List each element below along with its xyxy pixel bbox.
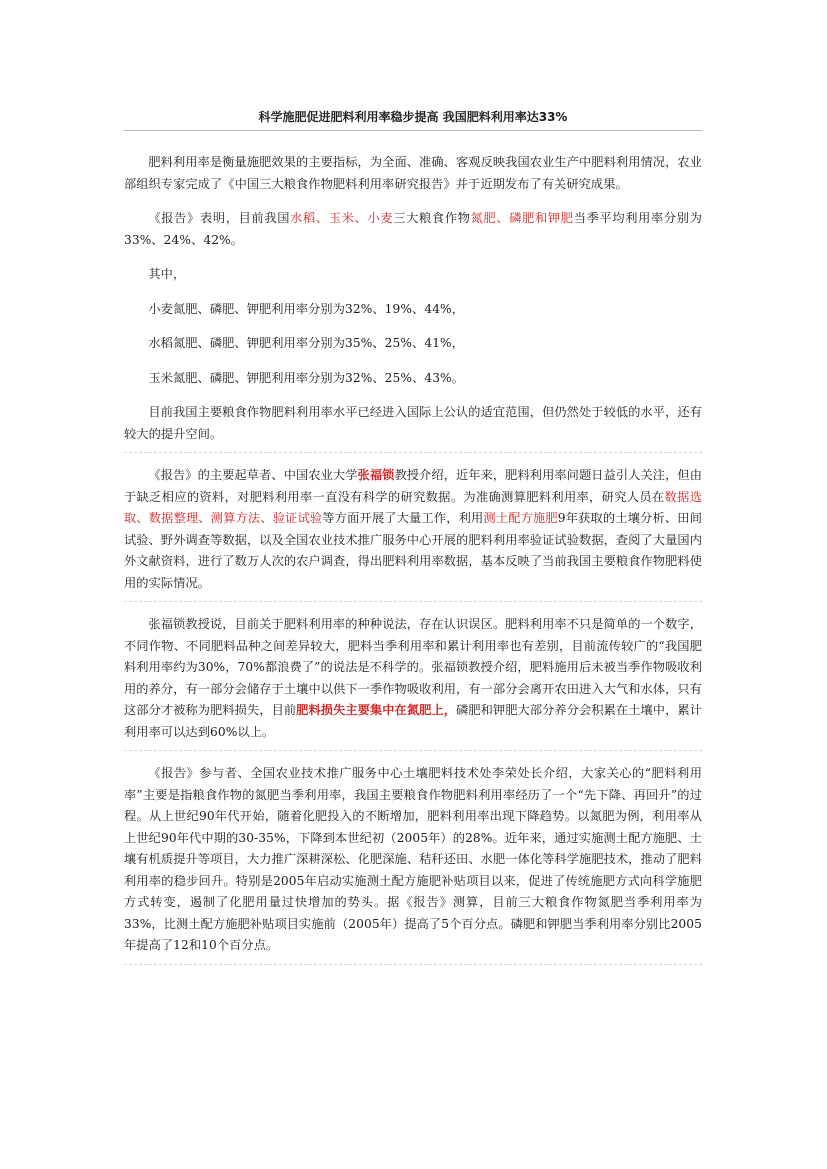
text-run: 《报告》的主要起草者、中国农业大学 bbox=[148, 468, 358, 482]
text-run: 目前我国主要粮食作物肥料利用率水平已经进入国际上公认的适宜范围，但仍然处于较低的水平，还有较大的提升空间。 bbox=[124, 405, 702, 441]
text-run: 9年获取的土壤分析、田间试验、野外调查等数据，以及全国农业技术推广服务中心开展的肥料利用率验证试验数据，查阅了大量国内外文献资料，进行了数万人次的农户调查，得出肥料利用率数据，基本反映了当前我国主要粮食作物肥料使用的实际情况。 bbox=[124, 511, 702, 590]
paragraph bbox=[124, 368, 702, 390]
title-divider bbox=[124, 130, 702, 131]
paragraph bbox=[124, 614, 702, 743]
text-run: 玉米氮肥、磷肥、钾肥利用率分别为32%、25%、43%。 bbox=[148, 370, 465, 385]
text-run: 等方面开展了大量工作，利用 bbox=[322, 511, 484, 525]
paragraph bbox=[124, 763, 702, 957]
text-run: 教授介绍，近年来，肥料利用率问题日益引人关注，但由于缺乏相应的资料，对肥料利用率一直没有科学的研究数据。为准确测算肥料利用率，研究人员在 bbox=[124, 468, 702, 504]
highlighted-text: 氮肥、磷肥和钾肥 bbox=[470, 211, 574, 225]
paragraph-divider bbox=[124, 601, 702, 602]
text-run: 当季平均利用率分别为33%、24%、42%。 bbox=[124, 211, 702, 247]
text-run: 肥料利用率是衡量施肥效果的主要指标，为全面、准确、客观反映我国农业生产中肥料利用情况，农业部组织专家完成了《中国三大粮食作物肥料利用率研究报告》并于近期发布了有关研究成果。 bbox=[124, 155, 702, 191]
paragraph-divider bbox=[124, 964, 702, 965]
text-run: 三大粮食作物 bbox=[393, 211, 471, 225]
highlighted-text: 测土配方施肥 bbox=[483, 511, 558, 525]
article-title: 科学施肥促进肥料利用率稳步提高 我国肥料利用率达33% bbox=[258, 110, 568, 124]
paragraph-divider bbox=[124, 452, 702, 453]
text-run: 小麦氮肥、磷肥、钾肥利用率分别为32%、19%、44%， bbox=[148, 301, 465, 316]
paragraph bbox=[124, 333, 702, 355]
highlighted-text: 张福锁 bbox=[357, 468, 395, 482]
highlighted-text: 数据选取、数据整理、测算方法、验证试验 bbox=[124, 489, 702, 525]
paragraph bbox=[124, 402, 702, 445]
paragraph bbox=[124, 208, 702, 251]
text-run: 张福锁教授说，目前关于肥料利用率的种种说法，存在认识误区。肥料利用率不只是简单的一个数字，不同作物、不同肥料品种之间差异较大，肥料当季利用率和累计利用率也有差别，目前流传较广的“我国肥料利用率约为30%，70%都浪费了”的说法是不科学的。张福锁教授介绍，肥料施用后未被当季作物吸收利用的养分，有一部分会储存于土壤中以供下一季作物吸收利用，有一部分会离开农田进入大气和水体，只有这部分才被称为肥料损失，目前 bbox=[124, 617, 702, 717]
text-run: 水稻氮肥、磷肥、钾肥利用率分别为35%、25%、41%， bbox=[148, 336, 465, 350]
text-run: 《报告》参与者、全国农业技术推广服务中心土壤肥料技术处李荣处长介绍，大家关心的“肥料利用率”主要是指粮食作物的氮肥当季利用率，我国主要粮食作物肥料利用率经历了一个“先下降、再回升”的过程。从上世纪90年代开始，随着化肥投入的不断增加，肥料利用率出现下降趋势。以氮肥为例，利用率从上世纪90年代中期的30-35%，下降到本世纪初（2005年）的28%。近年来，通过实施测土配方施肥、土壤有机质提升等项目，大力推广深耕深松、化肥深施、秸秆还田、水肥一体化等科学施肥技术，推动了肥料利用率的稳步回升。特别是2005年启动实施测土配方施肥补贴项目以来，促进了传统施肥方式向科学施肥方式转变，遏制了化肥用量过快增加的势头。据《报告》测算，目前三大粮食作物氮肥当季利用率为33%，比测土配方施肥补贴项目实施前（2005年）提高了5个百分点。磷肥和钾肥当季利用率分别比2005年提高了12和10个百分点。 bbox=[124, 766, 702, 952]
paragraph bbox=[124, 264, 702, 286]
text-run: 磷肥和钾肥大部分养分会积累在土壤中，累计利用率可以达到60%以上。 bbox=[124, 703, 702, 739]
paragraph bbox=[124, 152, 702, 195]
paragraph bbox=[124, 299, 702, 321]
highlighted-text: 水稻、玉米、小麦 bbox=[290, 211, 394, 225]
paragraph bbox=[124, 465, 702, 594]
text-run: 其中， bbox=[148, 267, 186, 281]
text-run: 《报告》表明，目前我国 bbox=[148, 211, 291, 225]
highlighted-text: 肥料损失主要集中在氮肥上， bbox=[296, 703, 457, 717]
paragraph-divider bbox=[124, 750, 702, 751]
article-body bbox=[124, 152, 702, 965]
document-page bbox=[124, 108, 702, 977]
